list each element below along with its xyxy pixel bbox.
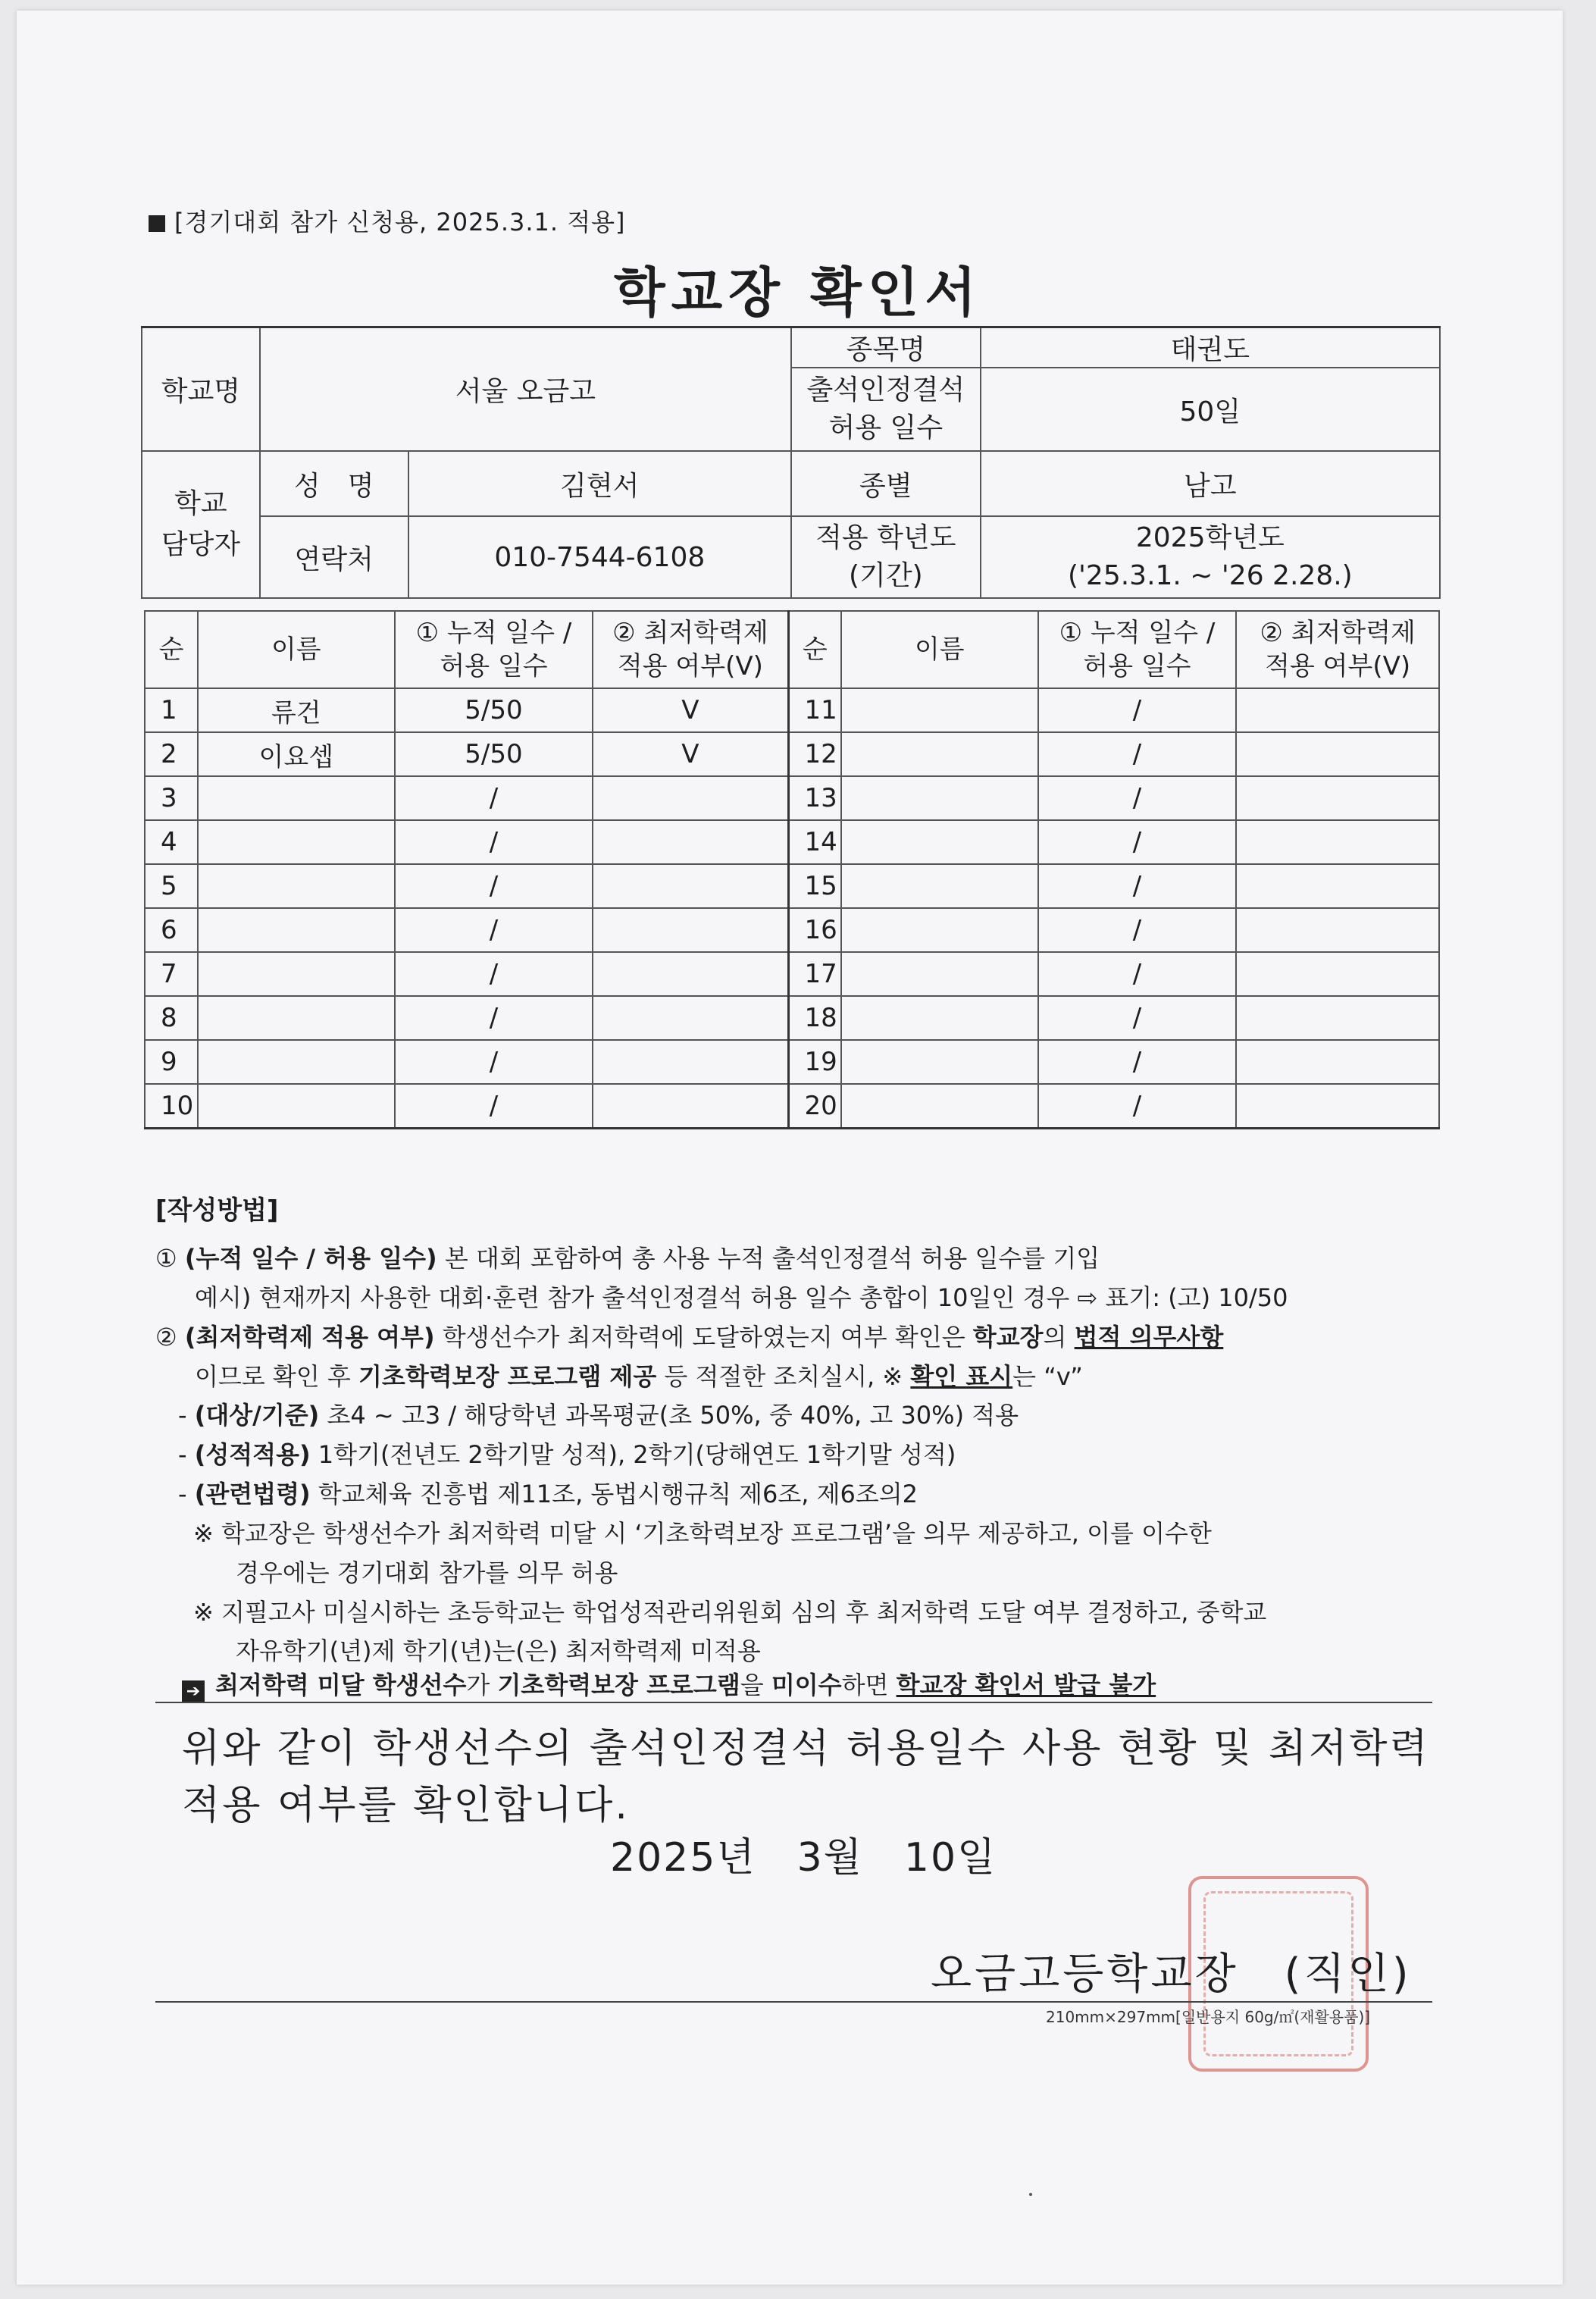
method-heading: [작성방법] <box>155 1195 279 1226</box>
absence-value: 50일 <box>981 368 1440 451</box>
writing-method <box>155 1190 1444 1671</box>
info-table <box>141 326 1441 599</box>
method-text: 1학기(전년도 2학기말 성적), 2학기(당해연도 1학기말 성적) <box>310 1440 956 1470</box>
row-days: / <box>395 952 593 996</box>
method-bold: (성적적용) <box>194 1440 311 1470</box>
row-name <box>841 688 1038 732</box>
header-days-line2: 허용 일수 <box>440 651 548 681</box>
method-line <box>155 1318 1444 1358</box>
row-days: / <box>1038 776 1237 820</box>
manager-label-line1: 학교 <box>174 488 227 519</box>
row-name <box>198 952 395 996</box>
method-line: 자유학기(년)제 학기(년)는(은) 최저학력제 미적용 <box>236 1637 761 1666</box>
notice-text: 기초학력보장 프로그램 <box>497 1671 740 1699</box>
manager-label-line2: 담당자 <box>161 529 241 560</box>
row-days: / <box>1038 952 1237 996</box>
method-text: 학교체육 진흥법 제11조, 동법시행규칙 제6조, 제6조의2 <box>310 1480 918 1509</box>
header-note-text: [경기대회 참가 신청용, 2025.3.1. 적용] <box>174 208 626 236</box>
row-min <box>1236 952 1439 996</box>
row-min: V <box>593 732 788 776</box>
type-value: 남고 <box>981 451 1440 516</box>
row-days: / <box>1038 908 1237 952</box>
header-note <box>149 203 626 238</box>
school-name: 서울 오금고 <box>260 327 791 452</box>
method-line <box>155 1436 1444 1475</box>
item-number: ① <box>155 1244 177 1273</box>
method-text: 학생선수가 최저학력에 도달하였는지 여부 확인은 <box>434 1322 973 1352</box>
type-label: 종별 <box>791 451 981 516</box>
method-text: 등 적절한 조치실시, ※ <box>656 1361 911 1391</box>
table-row <box>145 996 1439 1040</box>
row-name <box>841 952 1038 996</box>
method-bold: (누적 일수 / 허용 일수) <box>184 1244 437 1273</box>
row-days: / <box>1038 820 1237 864</box>
method-bold: 법적 의무사항 <box>1074 1322 1224 1352</box>
header-name-right: 이름 <box>841 611 1038 688</box>
manager-label <box>142 451 260 598</box>
document-title: 학교장 확인서 <box>613 262 983 324</box>
method-line <box>155 1358 1444 1397</box>
row-days: / <box>395 1040 593 1084</box>
row-no: 4 <box>145 820 198 864</box>
school-label: 학교명 <box>142 327 260 452</box>
row-no: 8 <box>145 996 198 1040</box>
table-row <box>145 1040 1439 1084</box>
row-name <box>841 820 1038 864</box>
row-no: 6 <box>145 908 198 952</box>
header-days-line1: ① 누적 일수 / <box>1059 617 1216 648</box>
row-days: / <box>395 776 593 820</box>
row-no: 15 <box>788 864 841 908</box>
year-value-line1: 2025학년도 <box>1135 522 1285 553</box>
bullet-square-icon <box>149 215 165 232</box>
row-name <box>198 1040 395 1084</box>
year-label-line2: (기간) <box>849 560 923 591</box>
row-name <box>841 908 1038 952</box>
sport-label: 종목명 <box>791 327 981 368</box>
row-no: 19 <box>788 1040 841 1084</box>
header-min-line2: 적용 여부(V) <box>617 651 763 681</box>
header-min-line1: ② 최저학력제 <box>1260 617 1416 648</box>
method-bold: (관련법령) <box>194 1480 311 1509</box>
name-label: 성 명 <box>260 451 408 516</box>
row-name: 류건 <box>198 688 395 732</box>
row-no: 17 <box>788 952 841 996</box>
method-text: 는 “v” <box>1012 1361 1083 1391</box>
header-days-right <box>1038 611 1237 688</box>
row-name <box>841 1040 1038 1084</box>
arrow-box-icon: ➔ <box>182 1680 205 1703</box>
contact-label: 연락처 <box>260 516 408 598</box>
header-no-right: 순 <box>788 611 841 688</box>
row-min <box>593 952 788 996</box>
notice-text: 하면 <box>841 1671 897 1699</box>
table-row <box>145 1084 1439 1129</box>
row-days: / <box>1038 996 1237 1040</box>
row-name <box>841 864 1038 908</box>
method-line: 경우에는 경기대회 참가를 의무 허용 <box>236 1558 618 1587</box>
row-days: / <box>395 1084 593 1129</box>
method-text: 본 대회 포함하여 총 사용 누적 출석인정결석 허용 일수를 기입 <box>437 1244 1100 1273</box>
row-no: 11 <box>788 688 841 732</box>
method-line: ※ 지필고사 미실시하는 초등학교는 학업성적관리위원회 심의 후 최저학력 도달 여부 결정하고, 중학교 <box>193 1597 1267 1627</box>
method-line: ※ 학교장은 학생선수가 최저학력 미달 시 ‘기초학력보장 프로그램’을 의무 제공하고, 이를 이수한 <box>193 1518 1212 1548</box>
notice-text: 미이수 <box>771 1671 842 1699</box>
row-name <box>198 864 395 908</box>
row-no: 7 <box>145 952 198 996</box>
row-days: / <box>395 996 593 1040</box>
method-bold: (대상/기준) <box>194 1401 320 1430</box>
method-text: 의 <box>1043 1322 1075 1352</box>
row-min <box>1236 996 1439 1040</box>
notice-text: 가 <box>466 1671 498 1699</box>
header-no-left: 순 <box>145 611 198 688</box>
row-min <box>593 820 788 864</box>
row-name <box>198 820 395 864</box>
header-min-line2: 적용 여부(V) <box>1265 651 1411 681</box>
table-row <box>145 732 1439 776</box>
absence-label-line2: 허용 일수 <box>828 412 944 443</box>
row-min <box>1236 1084 1439 1129</box>
year-label-line1: 적용 학년도 <box>815 522 956 553</box>
row-name <box>841 996 1038 1040</box>
dash: - <box>178 1480 187 1509</box>
year-label <box>791 516 981 598</box>
row-no: 5 <box>145 864 198 908</box>
row-no: 20 <box>788 1084 841 1129</box>
method-bold: 학교장 <box>972 1322 1044 1352</box>
speck <box>1029 2193 1032 2196</box>
row-min <box>1236 820 1439 864</box>
table-row <box>145 864 1439 908</box>
method-line: 예시) 현재까지 사용한 대회·훈련 참가 출석인정결석 허용 일수 총합이 10일인 경우 ⇨ 표기: (고) 10/50 <box>195 1283 1288 1312</box>
issue-date: 2025년 3월 10일 <box>610 1835 997 1881</box>
row-no: 9 <box>145 1040 198 1084</box>
header-min-line1: ② 최저학력제 <box>612 617 768 648</box>
table-row <box>145 908 1439 952</box>
header-days-line2: 허용 일수 <box>1083 651 1191 681</box>
year-value-line2: ('25.3.1. ~ '26 2.28.) <box>1067 560 1353 591</box>
row-days: / <box>1038 1040 1237 1084</box>
method-bold: (최저학력제 적용 여부) <box>184 1322 435 1352</box>
table-row <box>145 776 1439 820</box>
divider <box>155 2001 1432 2003</box>
row-min <box>1236 1040 1439 1084</box>
contact-value: 010-7544-6108 <box>408 516 791 598</box>
roster-table <box>144 610 1440 1129</box>
row-name <box>841 1084 1038 1129</box>
notice-text: 을 <box>740 1671 771 1699</box>
row-no: 2 <box>145 732 198 776</box>
row-min <box>1236 688 1439 732</box>
header-days-line1: ① 누적 일수 / <box>415 617 572 648</box>
row-no: 16 <box>788 908 841 952</box>
row-days: / <box>395 864 593 908</box>
header-min-right <box>1236 611 1439 688</box>
name-value: 김현서 <box>408 451 791 516</box>
year-value <box>981 516 1440 598</box>
row-name: 이요셉 <box>198 732 395 776</box>
row-min <box>593 1040 788 1084</box>
row-no: 3 <box>145 776 198 820</box>
row-no: 14 <box>788 820 841 864</box>
row-no: 1 <box>145 688 198 732</box>
row-no: 13 <box>788 776 841 820</box>
item-number: ② <box>155 1322 177 1352</box>
method-text: 이므로 확인 후 <box>195 1361 358 1391</box>
dash: - <box>178 1401 187 1430</box>
row-min <box>593 908 788 952</box>
row-no: 18 <box>788 996 841 1040</box>
absence-label-line1: 출석인정결석 <box>806 374 965 406</box>
row-min <box>1236 864 1439 908</box>
method-line <box>155 1396 1444 1436</box>
confirmation-statement: 위와 같이 학생선수의 출석인정결석 허용일수 사용 현황 및 최저학력 적용 여부를 확인합니다. <box>182 1726 1430 1829</box>
method-bold: 기초학력보장 프로그램 제공 <box>358 1361 657 1391</box>
table-row <box>145 952 1439 996</box>
signer: 오금고등학교장 (직인) <box>931 1950 1412 1999</box>
row-no: 12 <box>788 732 841 776</box>
row-min <box>593 776 788 820</box>
row-days: 5/50 <box>395 732 593 776</box>
sport-value: 태권도 <box>981 327 1440 368</box>
row-min <box>593 996 788 1040</box>
table-row <box>145 688 1439 732</box>
table-row <box>145 820 1439 864</box>
divider <box>155 1702 1432 1703</box>
row-name <box>198 1084 395 1129</box>
method-line <box>155 1239 1444 1279</box>
row-min <box>1236 732 1439 776</box>
row-days: / <box>1038 864 1237 908</box>
row-min: V <box>593 688 788 732</box>
row-name <box>841 776 1038 820</box>
notice-line <box>182 1666 1156 1703</box>
row-days: / <box>395 820 593 864</box>
header-min-left <box>593 611 788 688</box>
dash: - <box>178 1440 187 1470</box>
row-min <box>1236 776 1439 820</box>
method-line <box>155 1475 1444 1514</box>
notice-text: 최저학력 미달 학생선수 <box>215 1671 467 1699</box>
absence-label <box>791 368 981 451</box>
row-days: / <box>1038 688 1237 732</box>
row-min <box>1236 908 1439 952</box>
method-bold: 확인 표시 <box>910 1361 1013 1391</box>
notice-text: 학교장 확인서 발급 불가 <box>896 1671 1156 1699</box>
row-days: / <box>1038 1084 1237 1129</box>
header-days-left <box>395 611 593 688</box>
row-no: 10 <box>145 1084 198 1129</box>
row-name <box>198 908 395 952</box>
header-name-left: 이름 <box>198 611 395 688</box>
row-min <box>593 1084 788 1129</box>
row-days: 5/50 <box>395 688 593 732</box>
row-name <box>841 732 1038 776</box>
paper-spec: 210mm×297mm[일반용지 60g/㎡(재활용품)] <box>1046 2008 1371 2026</box>
row-name <box>198 996 395 1040</box>
method-text: 초4 ~ 고3 / 해당학년 과목평균(초 50%, 중 40%, 고 30%) 적용 <box>319 1401 1019 1430</box>
row-min <box>593 864 788 908</box>
row-days: / <box>395 908 593 952</box>
row-name <box>198 776 395 820</box>
row-days: / <box>1038 732 1237 776</box>
